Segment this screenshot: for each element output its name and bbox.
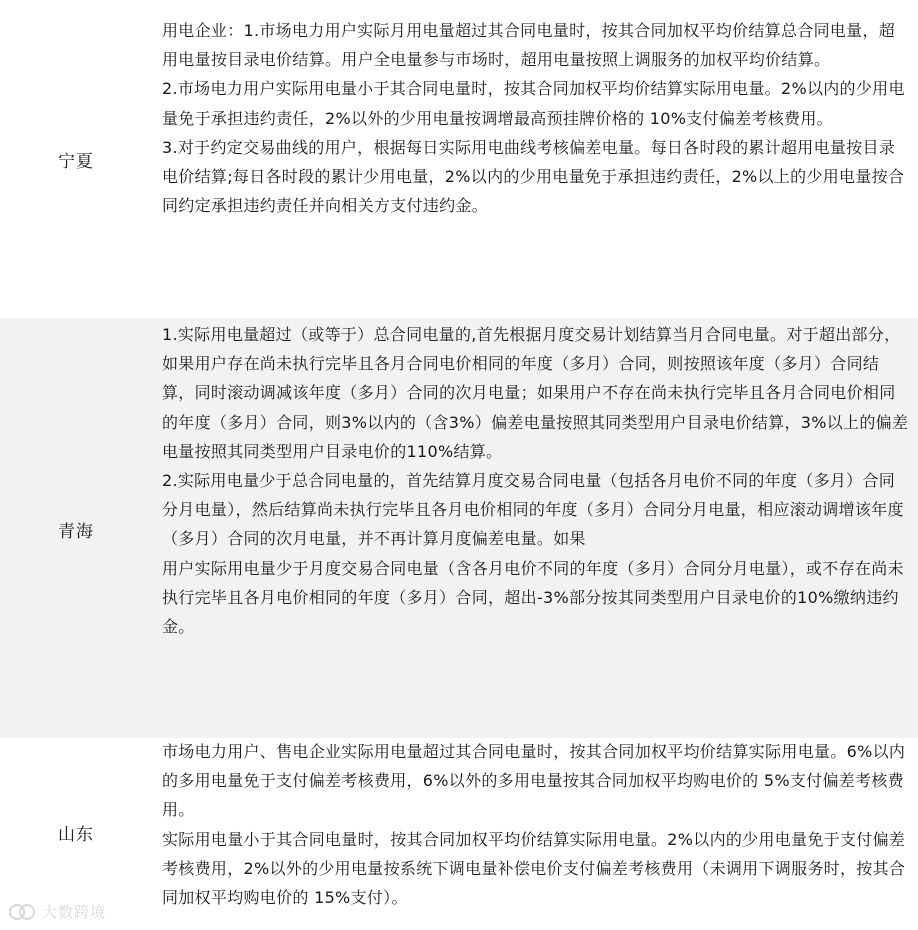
description-paragraph: 实际用电量小于其合同电量时，按其合同加权平均价结算实际用电量。2%以内的少用电量免于支付偏差考核费用，2%以外的少用电量按系统下调电量补偿电价支付偏差考核费用（未调用下调服务时，按其合同加权平均购电价的 15%支付）。 [162, 829, 906, 908]
table-row-qinghai [0, 318, 918, 738]
region-description [162, 737, 910, 912]
description-paragraph: 市场电力用户、售电企业实际用电量超过其合同电量时，按其合同加权平均价结算实际用电量。6%以内的多用电量免于支付偏差考核费用，6%以外的多用电量按其合同加权平均购电价的 5%支付偏差考核费用。 [162, 742, 906, 820]
region-description [162, 320, 910, 641]
table-row-ningxia [0, 0, 918, 318]
region-label: 山东 [58, 825, 94, 845]
description-paragraph: 1.实际用电量超过（或等于）总合同电量的,首先根据月度交易计划结算当月合同电量。对于超出部分，如果用户存在尚未执行完毕且各月合同电价相同的年度（多月）合同，则按照该年度（多月）合同结算，同时滚动调减该年度（多月）合同的次月电量；如果用户不存在尚未执行完毕且各月合同电价相同的年度（多月）合同，则3%以内的（含3%）偏差电量按照其同类型用户目录电价结算，3%以上的偏差电量按照其同类型用户目录电价的110%结算。 [162, 325, 909, 461]
description-paragraph: 2.实际用电量少于总合同电量的，首先结算月度交易合同电量（包括各月电价不同的年度（多月）合同分月电量），然后结算尚未执行完毕且各月电价相同的年度（多月）合同分月电量，相应滚动调增该年度（多月）合同的次月电量，并不再计算月度偏差电量。如果 [162, 471, 904, 549]
description-paragraph: 2.市场电力用户实际用电量小于其合同电量时，按其合同加权平均价结算实际用电量。2%以内的少用电量免于承担违约责任，2%以外的少用电量按调增最高预挂牌价格的 10%支付偏差考核费用。 [162, 79, 905, 128]
table-row-shandong [0, 738, 918, 930]
region-label: 宁夏 [58, 152, 94, 172]
description-paragraph: 用电企业：1.市场电力用户实际月用电量超过其合同电量时，按其合同加权平均价结算总合同电量，超用电量按目录电价结算。用户全电量参与市场时，超用电量按照上调服务的加权平均价结算。 [162, 21, 896, 70]
region-description [162, 16, 910, 220]
watermark [8, 901, 106, 922]
logo-icon [8, 902, 36, 922]
description-paragraph: 用户实际用电量少于月度交易合同电量（含各月电价不同的年度（多月）合同分月电量），或不存在尚未执行完毕且各月电价相同的年度（多月）合同，超出-3%部分按其同类型用户目录电价的10%缴纳违约金。 [162, 558, 904, 637]
description-paragraph: 3.对于约定交易曲线的用户，根据每日实际用电曲线考核偏差电量。每日各时段的累计超用电量按目录电价结算;每日各时段的累计少用电量，2%以内的少用电量免于承担违约责任，2%以上的少用电量按合同约定承担违约责任并向相关方支付违约金。 [162, 137, 905, 216]
watermark-text: 大数跨境 [42, 903, 107, 921]
region-label: 青海 [58, 522, 94, 542]
